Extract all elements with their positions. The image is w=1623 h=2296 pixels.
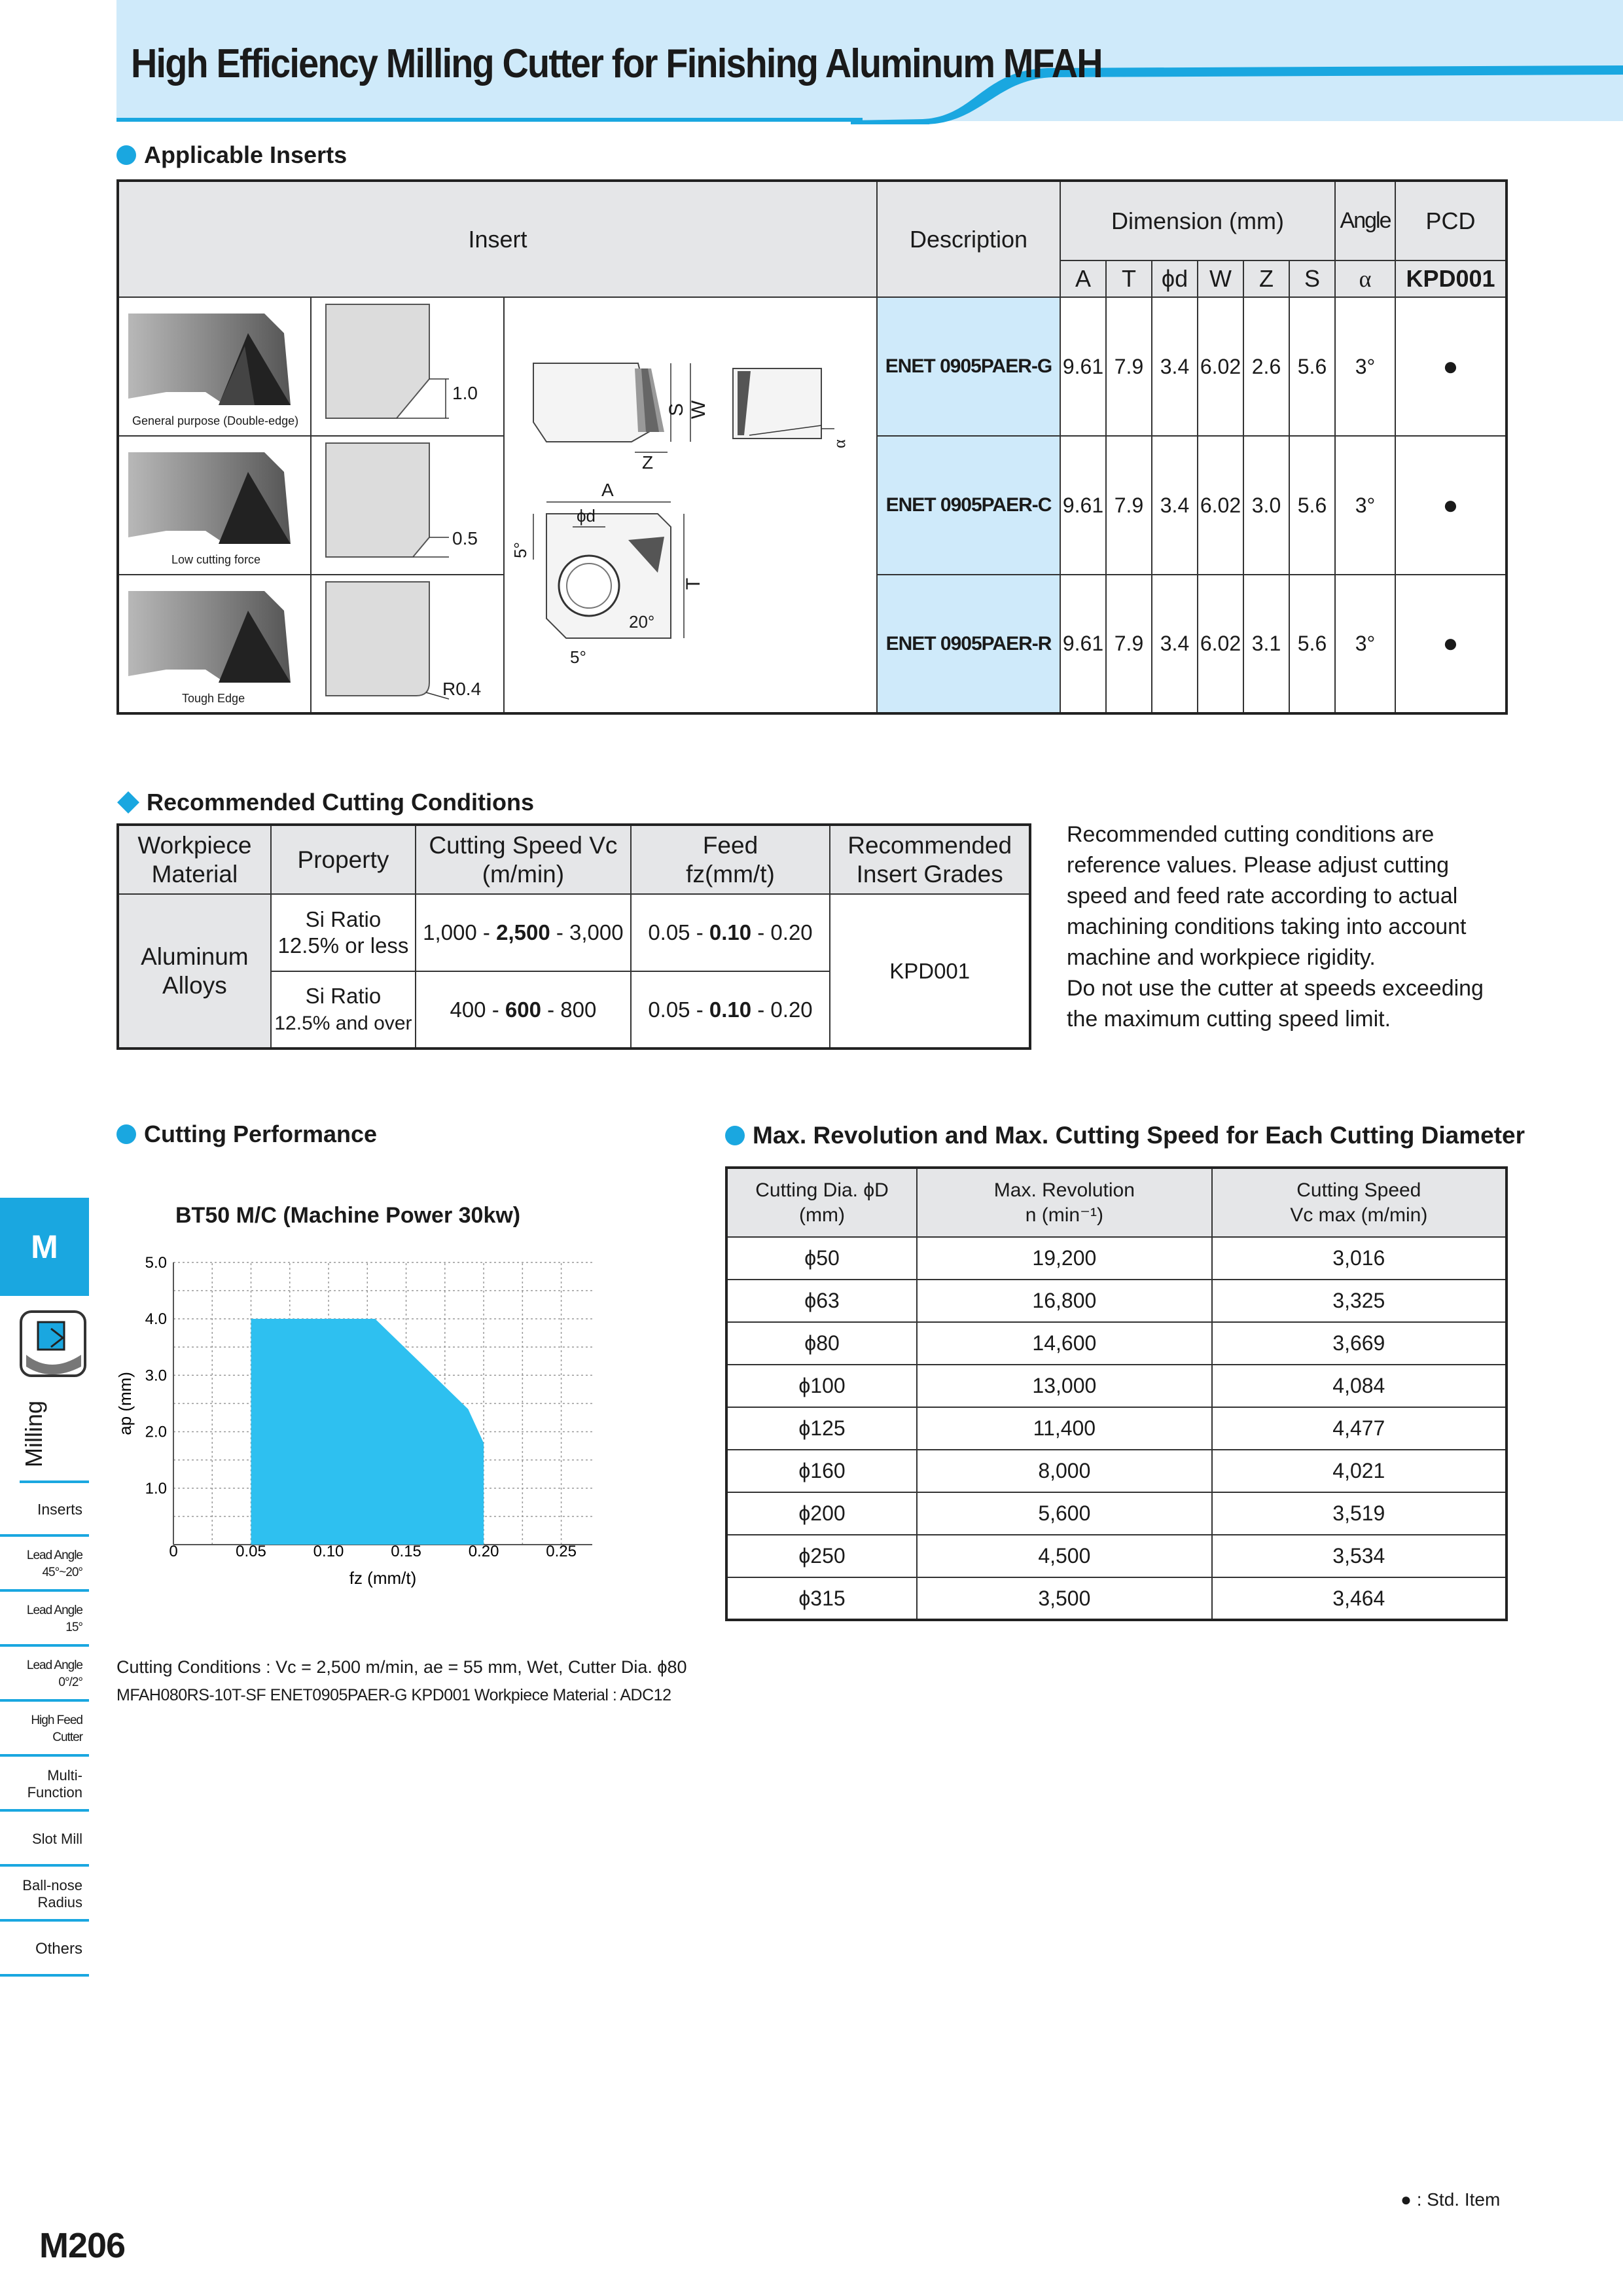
h-speed-1: Cutting Speed Vc <box>429 831 618 859</box>
sidebar-item-label-1: Lead Angle <box>26 1549 82 1562</box>
table-row <box>726 1492 1507 1535</box>
note-line: Recommended cutting conditions are <box>1067 822 1435 847</box>
sidebar-item-lead-15[interactable] <box>0 1594 89 1647</box>
milling-icon <box>18 1309 88 1381</box>
conditions-table <box>116 823 1031 1050</box>
cell-vc: 4,021 <box>1212 1450 1507 1492</box>
y-axis-label: ap (mm) <box>115 1372 135 1435</box>
cell-vc: 4,477 <box>1212 1407 1507 1450</box>
performance-conditions-2: MFAH080RS-10T-SF ENET0905PAER-G KPD001 Workpiece Material : ADC12 <box>116 1686 671 1704</box>
col-dimension: Dimension (mm) <box>1060 181 1335 260</box>
bullet-icon <box>116 145 136 165</box>
cell-vc: 3,016 <box>1212 1237 1507 1280</box>
x-tick-label: 0.10 <box>313 1543 344 1560</box>
conditions-note <box>1067 819 1484 1035</box>
cell-rev: 14,600 <box>917 1322 1212 1365</box>
h-property: Property <box>271 825 416 894</box>
feed-min: 0.05 - <box>648 997 709 1022</box>
note-line: Do not use the cutter at speeds exceeding <box>1067 976 1484 1001</box>
col-angle: Angle <box>1335 181 1395 260</box>
col-description: Description <box>877 181 1060 297</box>
label-a: A <box>601 480 614 500</box>
sidebar-item-label-2: 45°~20° <box>42 1566 82 1579</box>
cell-d: 3.4 <box>1152 297 1198 436</box>
inserts-table <box>116 179 1508 715</box>
sidebar-item-multi-function[interactable] <box>0 1759 89 1812</box>
prop-2: 12.5% and over <box>274 1012 412 1034</box>
insert-photo <box>127 307 304 418</box>
cell-rev: 16,800 <box>917 1280 1212 1322</box>
x-tick-label: 0.20 <box>468 1543 499 1560</box>
note-line: machine and workpiece rigidity. <box>1067 945 1376 970</box>
cell-rev: 11,400 <box>917 1407 1212 1450</box>
bullet-icon <box>116 1124 136 1144</box>
label-w: W <box>688 400 710 420</box>
speed-cell <box>416 971 630 1049</box>
cell-dia: ϕ315 <box>726 1577 917 1620</box>
speed-min: 1,000 - <box>423 920 497 944</box>
performance-region <box>251 1319 484 1545</box>
cell-rev: 5,600 <box>917 1492 1212 1535</box>
sub-s: S <box>1289 260 1335 297</box>
label-d: ϕd <box>577 506 596 526</box>
cell-t: 7.9 <box>1106 297 1152 436</box>
h-grades <box>830 825 1030 894</box>
property-cell <box>271 971 416 1049</box>
edge-detail-cell <box>311 575 504 713</box>
sidebar-item-label: Inserts <box>37 1501 82 1518</box>
maxrev-heading-row <box>725 1122 1525 1149</box>
header-underline <box>116 118 863 122</box>
h-speed-2: (m/min) <box>482 860 565 888</box>
x-tick-label: 0.05 <box>236 1543 266 1560</box>
table-row <box>726 1365 1507 1407</box>
sidebar-item-label: Slot Mill <box>31 1831 82 1847</box>
cell-a: 9.61 <box>1060 297 1106 436</box>
cell-rev: 19,200 <box>917 1237 1212 1280</box>
std-item-dot: ● <box>1395 297 1507 436</box>
prop-1: Si Ratio <box>305 983 382 1008</box>
sidebar-item-label <box>27 1657 82 1691</box>
inserts-heading: Applicable Inserts <box>144 141 348 168</box>
y-tick-label: 4.0 <box>145 1310 167 1329</box>
h-rev-2: n (min⁻¹) <box>1025 1204 1103 1226</box>
page-number: M206 <box>39 2226 126 2265</box>
cell-angle: 3° <box>1335 436 1395 575</box>
material-2: Alloys <box>162 971 227 999</box>
edge-label: R0.4 <box>442 679 482 699</box>
cell-s: 5.6 <box>1289 436 1335 575</box>
performance-conditions-1: Cutting Conditions : Vc = 2,500 m/min, ae = 55 mm, Wet, Cutter Dia. ϕ80 <box>116 1657 687 1677</box>
x-tick-label: 0.25 <box>546 1543 577 1560</box>
y-tick-label: 3.0 <box>145 1367 167 1385</box>
cell-a: 9.61 <box>1060 436 1106 575</box>
label-s: S <box>666 403 688 417</box>
std-item-dot: ● <box>1395 436 1507 575</box>
sub-w: W <box>1198 260 1243 297</box>
note-line: the maximum cutting speed limit. <box>1067 1007 1391 1031</box>
sidebar-item-label-1: Lead Angle <box>26 1659 82 1672</box>
y-tick-label: 2.0 <box>145 1423 167 1441</box>
y-tick-label: 1.0 <box>145 1479 167 1498</box>
milling-label: Milling <box>20 1400 47 1468</box>
cell-rev: 3,500 <box>917 1577 1212 1620</box>
property-cell <box>271 894 416 971</box>
cell-vc: 3,325 <box>1212 1280 1507 1322</box>
sidebar-item-label: Others <box>35 1940 82 1958</box>
diamond-icon <box>117 791 139 814</box>
h-rev-1: Max. Revolution <box>993 1179 1135 1201</box>
desc-r: ENET 0905PAER-R <box>877 575 1060 713</box>
col-pcd: PCD <box>1395 181 1507 260</box>
insert-photo <box>127 584 304 696</box>
h-dia-1: Cutting Dia. ϕD <box>755 1179 889 1201</box>
sidebar-item-others[interactable] <box>0 1924 89 1977</box>
section-tab[interactable]: M <box>0 1198 89 1296</box>
chart-title: BT50 M/C (Machine Power 30kw) <box>175 1203 521 1228</box>
cell-w: 6.02 <box>1198 575 1243 713</box>
x-tick-label: 0.15 <box>391 1543 421 1560</box>
sub-t: T <box>1106 260 1152 297</box>
sub-a: A <box>1060 260 1106 297</box>
feed-cell <box>631 894 830 971</box>
prop-1: Si Ratio <box>305 907 382 931</box>
inserts-heading-row <box>116 141 347 169</box>
h-vc-2: Vc max (m/min) <box>1290 1204 1428 1226</box>
edge-detail-cell <box>311 297 504 436</box>
cell-z: 2.6 <box>1243 297 1289 436</box>
sub-d: ϕd <box>1152 260 1198 297</box>
milling-label-wrap <box>14 1388 54 1479</box>
table-row <box>726 1450 1507 1492</box>
label-5deg-b: 5° <box>570 647 586 667</box>
sidebar-item-label <box>31 1712 82 1746</box>
cell-z: 3.1 <box>1243 575 1289 713</box>
cell-dia: ϕ80 <box>726 1322 917 1365</box>
feed-rec: 0.10 <box>709 920 752 944</box>
cell-a: 9.61 <box>1060 575 1106 713</box>
speed-rec: 600 <box>505 997 541 1022</box>
sub-alpha: α <box>1335 260 1395 297</box>
speed-min: 400 - <box>450 997 505 1022</box>
maxrev-heading: Max. Revolution and Max. Cutting Speed for Each Cutting Diameter <box>753 1122 1525 1149</box>
desc-g: ENET 0905PAER-G <box>877 297 1060 436</box>
grade-cell: KPD001 <box>830 894 1030 1049</box>
h-vc-1: Cutting Speed <box>1296 1179 1421 1201</box>
cell-dia: ϕ160 <box>726 1450 917 1492</box>
sidebar-item-lead-45[interactable] <box>0 1539 89 1592</box>
sidebar-item-label <box>27 1547 82 1581</box>
performance-chart <box>111 1244 602 1610</box>
insert-photo-cell <box>118 436 311 575</box>
table-row <box>726 1237 1507 1280</box>
sidebar-item-slot-mill[interactable] <box>0 1814 89 1867</box>
bullet-icon <box>725 1126 745 1145</box>
h-vc <box>1212 1168 1507 1237</box>
label-z: Z <box>642 452 654 473</box>
sidebar-item-label-1: High Feed <box>31 1713 82 1727</box>
note-line: speed and feed rate according to actual <box>1067 884 1458 908</box>
cell-dia: ϕ100 <box>726 1365 917 1407</box>
feed-rec: 0.10 <box>709 997 752 1022</box>
edge-label: 1.0 <box>452 383 478 403</box>
h-feed <box>631 825 830 894</box>
cell-rev: 13,000 <box>917 1365 1212 1407</box>
cell-angle: 3° <box>1335 575 1395 713</box>
cell-rev: 8,000 <box>917 1450 1212 1492</box>
insert-diagram-cell <box>504 297 877 713</box>
sidebar-item-label-1: Multi- <box>47 1767 82 1784</box>
sidebar-item-label <box>27 1602 82 1636</box>
photo-label: General purpose (Double-edge) <box>132 414 299 427</box>
insert-photo-cell <box>118 575 311 713</box>
material-1: Aluminum <box>141 942 249 970</box>
sidebar-item-high-feed[interactable] <box>0 1704 89 1757</box>
cell-dia: ϕ125 <box>726 1407 917 1450</box>
edge-label: 0.5 <box>452 528 478 548</box>
cell-s: 5.6 <box>1289 575 1335 713</box>
table-row <box>726 1577 1507 1620</box>
sidebar-item-label <box>27 1767 82 1801</box>
desc-c: ENET 0905PAER-C <box>877 436 1060 575</box>
x-tick-label: 0 <box>169 1543 178 1560</box>
label-20deg: 20° <box>629 612 655 632</box>
h-feed-2: fz(mm/t) <box>686 860 775 888</box>
max-revolution-table <box>725 1166 1508 1621</box>
h-workpiece <box>118 825 271 894</box>
label-t: T <box>683 577 705 590</box>
edge-chamfer-drawing <box>318 300 495 431</box>
label-alpha: α <box>829 439 849 448</box>
h-dia-2: (mm) <box>799 1204 846 1226</box>
sidebar-item-label-1: Lead Angle <box>26 1604 82 1617</box>
sidebar-item-label-1: Ball-nose <box>22 1877 82 1893</box>
note-line: reference values. Please adjust cutting <box>1067 853 1450 878</box>
sidebar-item-inserts[interactable] <box>0 1484 89 1537</box>
h-workpiece-text: Workpiece Material <box>137 831 252 888</box>
h-grades-1: Recommended <box>847 831 1012 859</box>
cell-z: 3.0 <box>1243 436 1289 575</box>
cell-dia: ϕ250 <box>726 1535 917 1577</box>
insert-dimension-diagram <box>507 298 874 710</box>
std-item-legend: ● : Std. Item <box>1400 2189 1501 2210</box>
photo-label: Tough Edge <box>182 692 245 705</box>
prop-2: 12.5% or less <box>277 933 409 958</box>
feed-max: - 0.20 <box>751 997 813 1022</box>
feed-max: - 0.20 <box>751 920 813 944</box>
insert-photo-cell <box>118 297 311 436</box>
cell-s: 5.6 <box>1289 297 1335 436</box>
speed-cell <box>416 894 630 971</box>
sub-z: Z <box>1243 260 1289 297</box>
insert-photo <box>127 446 304 557</box>
sidebar-item-ball-nose[interactable] <box>0 1869 89 1922</box>
cell-w: 6.02 <box>1198 436 1243 575</box>
conditions-heading: Recommended Cutting Conditions <box>147 789 534 816</box>
sidebar-item-label-2: 0°/2° <box>58 1676 82 1689</box>
edge-chamfer-drawing <box>318 439 495 570</box>
sub-kpd001: KPD001 <box>1395 260 1507 297</box>
sidebar-divider <box>20 1480 89 1483</box>
sidebar-item-label <box>22 1877 82 1911</box>
y-tick-label: 5.0 <box>145 1253 167 1272</box>
cell-vc: 3,464 <box>1212 1577 1507 1620</box>
cell-dia: ϕ50 <box>726 1237 917 1280</box>
cell-rev: 4,500 <box>917 1535 1212 1577</box>
col-insert: Insert <box>118 181 877 297</box>
label-5deg-a: 5° <box>510 542 530 558</box>
page-title: High Efficiency Milling Cutter for Finishing Aluminum MFAH <box>131 41 1102 86</box>
speed-rec: 2,500 <box>496 920 550 944</box>
cell-vc: 3,669 <box>1212 1322 1507 1365</box>
sidebar-item-label-2: Function <box>27 1784 82 1801</box>
cell-dia: ϕ200 <box>726 1492 917 1535</box>
edge-detail-cell <box>311 436 504 575</box>
cell-vc: 3,534 <box>1212 1535 1507 1577</box>
cell-vc: 3,519 <box>1212 1492 1507 1535</box>
h-speed <box>416 825 630 894</box>
table-row <box>726 1407 1507 1450</box>
h-grades-2: Insert Grades <box>856 860 1003 888</box>
h-feed-1: Feed <box>702 831 758 859</box>
cell-w: 6.02 <box>1198 297 1243 436</box>
sidebar-item-label-2: Radius <box>37 1894 82 1910</box>
table-row <box>726 1280 1507 1322</box>
photo-label: Low cutting force <box>171 553 261 566</box>
x-axis-label: fz (mm/t) <box>349 1568 417 1588</box>
h-dia <box>726 1168 917 1237</box>
cell-dia: ϕ63 <box>726 1280 917 1322</box>
performance-heading: Cutting Performance <box>144 1121 378 1147</box>
conditions-heading-row <box>116 789 534 816</box>
cell-d: 3.4 <box>1152 575 1198 713</box>
cell-angle: 3° <box>1335 297 1395 436</box>
feed-min: 0.05 - <box>648 920 709 944</box>
sidebar-item-lead-0[interactable] <box>0 1649 89 1702</box>
note-line: machining conditions taking into account <box>1067 914 1467 939</box>
sidebar-item-label-2: 15° <box>65 1621 82 1634</box>
cell-vc: 4,084 <box>1212 1365 1507 1407</box>
performance-heading-row <box>116 1121 377 1148</box>
std-item-dot: ● <box>1395 575 1507 713</box>
table-row <box>726 1535 1507 1577</box>
cell-d: 3.4 <box>1152 436 1198 575</box>
table-row <box>726 1322 1507 1365</box>
speed-max: - 3,000 <box>550 920 624 944</box>
cell-t: 7.9 <box>1106 575 1152 713</box>
material-cell <box>118 894 271 1049</box>
cell-t: 7.9 <box>1106 436 1152 575</box>
h-rev <box>917 1168 1212 1237</box>
sidebar-item-label-2: Cutter <box>52 1731 82 1744</box>
feed-cell <box>631 971 830 1049</box>
speed-max: - 800 <box>541 997 597 1022</box>
